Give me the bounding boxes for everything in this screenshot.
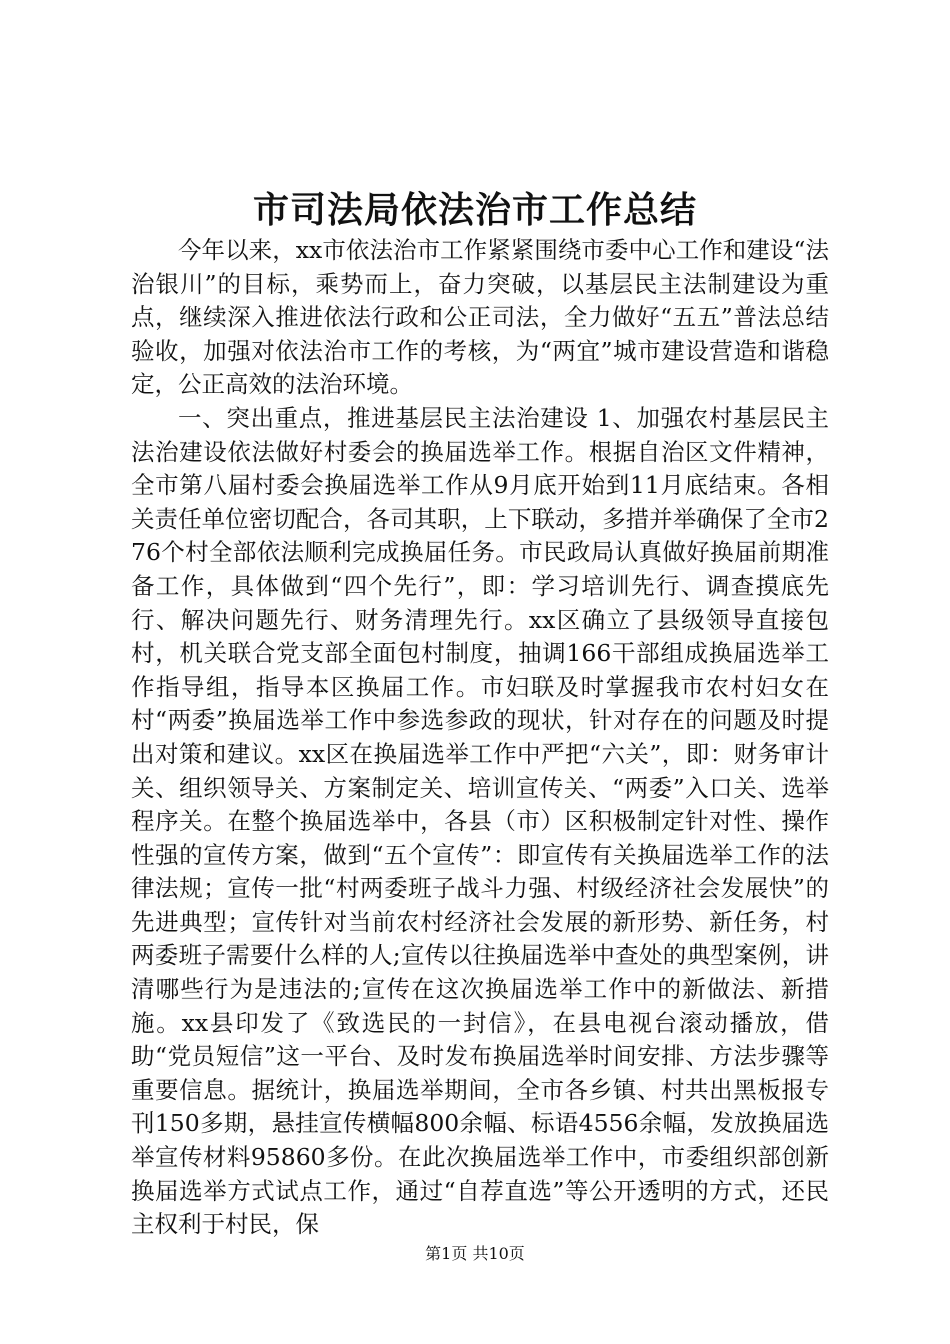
section-one-paragraph: 一、突出重点，推进基层民主法治建设 1、加强农村基层民主法治建设依法做好村委会的换届选举工作。根据自治区文件精神，全市第八届村委会换届选举工作从9月底开始到11月底结束。各相关责任单位密切配合，各司其职，上下联动，多措并举确保了全市276个村全部依法顺利完成换届任务。市民政局认真做好换届前期准备工作，具体做到“四个先行”，即：学习培训先行、调查摸底先行、解决问题先行、财务清理先行。xx区确立了县级领导直接包村，机关联合党支部全面包村制度，抽调166干部组成换届选举工作指导组，指导本区换届工作。市妇联及时掌握我市农村妇女在村“两委”换届选举工作中参选参政的现状，针对存在的问题及时提出对策和建议。xx区在换届选举工作中严把“六关”，即：财务审计关、组织领导关、方案制定关、培训宣传关、“两委”入口关、选举程序关。在整个换届选举中，各县（市）区积极制定针对性、操作性强的宣传方案，做到“五个宣传”：即宣传有关换届选举工作的法律法规；宣传一批“村两委班子战斗力强、村级经济社会发展快”的先进典型；宣传针对当前农村经济社会发展的新形势、新任务，村两委班子需要什么样的人;宣传以往换届选举中查处的典型案例，讲清哪些行为是违法的;宣传在这次换届选举工作中的新做法、新措施。xx县印发了《致选民的一封信》，在县电视台滚动播放，借助“党员短信”这一平台、及时发布换届选举时间安排、方法步骤等重要信息。据统计，换届选举期间，全市各乡镇、村共出黑板报专刊150多期，悬挂宣传横幅800余幅、标语4556余幅，发放换届选举宣传材料95860多份。在此次换届选举工作中，市委组织部创新换届选举方式试点工作，通过“自荐直选”等公开透明的方式，还民主权利于村民，保 (131, 403, 829, 1239)
document-body (131, 234, 829, 1242)
document-title: 市司法局依法治市工作总结 (252, 189, 697, 231)
page-number-footer: 第1页 共10页 (425, 1244, 525, 1263)
intro-paragraph: 今年以来，xx市依法治市工作紧紧围绕市委中心工作和建设“法治银川”的目标，乘势而上，奋力突破，以基层民主法制建设为重点，继续深入推进依法行政和公正司法，全力做好“五五”普法总结验收，加强对依法治市工作的考核，为“两宜”城市建设营造和谐稳定，公正高效的法治环境。 (131, 236, 829, 399)
